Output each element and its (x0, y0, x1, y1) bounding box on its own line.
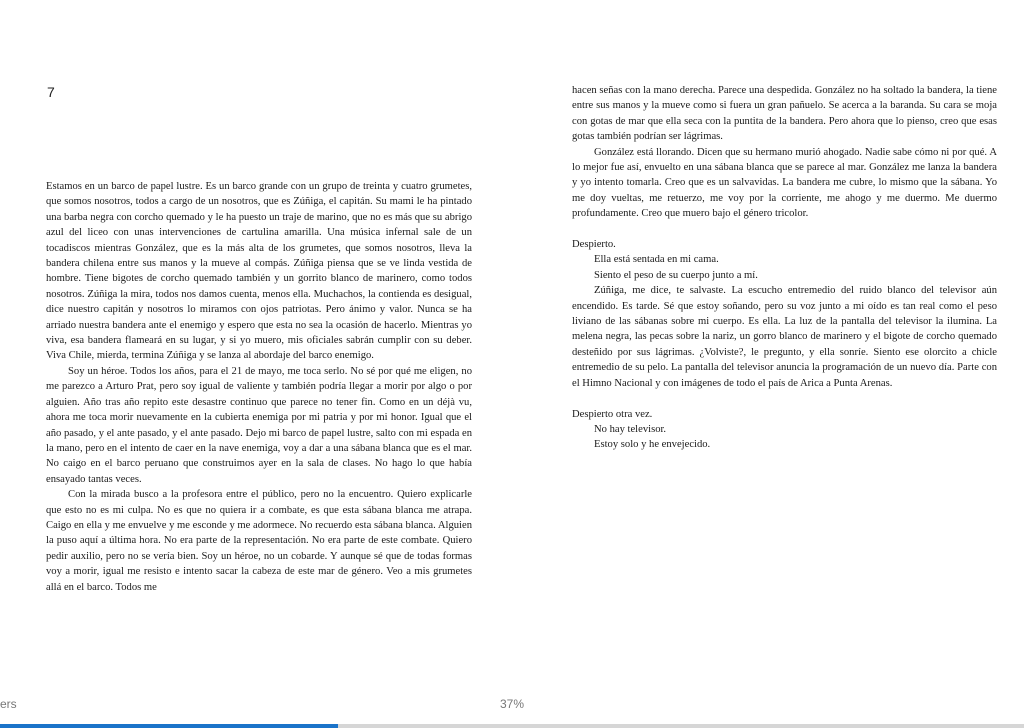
right-page-paragraph: hacen señas con la mano derecha. Parece una despedida. González no ha soltado la bandera, la tiene entre sus manos y la mueve como si fuera un gran pañuelo. Se acerca a la baranda. Su cara se moja con gotas de mar que ella seca con la puntita de la bandera. Pero ahora que lo pienso, creo que esas gotas también podrían ser lágrimas. (572, 85, 997, 143)
right-page-paragraph: Despierto. (572, 239, 616, 251)
right-page-paragraph: González está llorando. Dicen que su hermano murió ahogado. Nadie sabe cómo ni por qué. A lo mejor fue así, envuelto en una sábana blanca que se parece al mar. González me lanza la bandera y yo intento tomarla. Creo que es un salvavidas. La bandera me cubre, lo mismo que la sábana. Yo me doy vueltas, me retuerzo, me voy por la corriente, me ahogo y me duermo. Me duermo profundamente. Creo que muero bajo el género tricolor. (572, 146, 997, 220)
reading-progress-bar[interactable] (0, 724, 1024, 728)
footer-left-text: ers (0, 697, 17, 711)
left-page-paragraph: Con la mirada busco a la profesora entre el público, pero no la encuentro. Quiero explicarle que esto no es mi culpa. No es que no quiera ir a combate, es que esta sábana blanca me atrapa. Caigo en ella y me envuelve y me esconde y me adormece. No recuerdo esta sábana blanca. Alguien la puso aquí a última hora. No era parte de la representación. No era parte de este combate. Quiero pedir auxilio, pero no se vería bien. Soy un héroe, no un cobarde. Y aunque sé que de todas formas voy a morir, igual me resisto e intento sacar la cabeza de este mar de género. Veo a mis grumetes allá en el barco. Todos me (46, 489, 472, 593)
right-page-paragraph: Despierto otra vez. (572, 408, 653, 420)
reading-progress-fill (0, 724, 338, 728)
right-page-paragraph: No hay televisor. (594, 423, 667, 435)
left-page-body (46, 179, 472, 595)
left-page-paragraph: Estamos en un barco de papel lustre. Es un barco grande con un grupo de treinta y cuatro grumetes, que somos nosotros, todos a cargo de un nosotros, que es Zúñiga, el capitán. Su mami le ha pintado una barba negra con corcho quemado y le ha puesto un traje de marino, que no es más que su abrigo azul del liceo con unas intervenciones de cartulina amarilla. Una música infernal sale de un tocadiscos mientras González, que es la más alta de los grumetes, que somos nosotros, lleva la bandera chilena entre sus manos y la mueve al compás. Zúñiga piensa que se ve linda vestida de hombre. Tiene bigotes de corcho quemado también y un gorrito blanco de marinero, como todos nosotros. Zúñiga la mira, todos nos damos cuenta, menos ella. Muchachos, la contienda es desigual, dice nuestro capitán y nosotros lo miramos con ojos patriotas. Pero ánimo y valor. Nunca se ha arriado nuestra bandera ante el enemigo y espero que esta no sea la ocasión de hacerlo. Mientras yo viva, esa bandera flameará en su lugar, y si yo muero, mis oficiales sabrán cumplir con su deber. Viva Chile, mierda, termina Zúñiga y se lanza al abordaje del barco enemigo. (46, 181, 472, 362)
chapter-number: 7 (47, 84, 55, 100)
left-page-paragraph: Soy un héroe. Todos los años, para el 21 de mayo, me toca serlo. No sé por qué me eligen, no me parezco a Arturo Prat, pero soy igual de valiente y también podría llegar a morir por algo o por alguien. Año tras año repito este desastre continuo que parece no tener fin. Como en un déjà vu, ahora me toca morir nuevamente en la cubierta enemiga por mi patria y por mi honor. Igual que el año pasado, y el ante pasado, y el ante pasado. Dejo mi barco de papel lustre, salto con mi espada en la mano, pero en el intento de caer en la nave enemiga, voy a dar a una sábana blanca que es el mar. No caigo en el barco peruano que construimos ayer en la sala de clases. No hago lo que había ensayado tantas veces. (46, 365, 472, 485)
right-page-paragraph: Ella está sentada en mi cama. (594, 254, 719, 266)
right-page-paragraph: Estoy solo y he envejecido. (594, 439, 711, 451)
right-page-paragraph: Zúñiga, me dice, te salvaste. La escucho entremedio del ruido blanco del televisor aún encendido. Es tarde. Sé que estoy soñando, pero su voz junto a mi oído es tan real como el peso liviano de las sábanas sobre mi cuerpo. Es ella. La luz de la pantalla del televisor la ilumina. La melena negra, las pecas sobre la nariz, un gorro blanco de marinero y el bigote de corcho quemado desteñido por sus lágrimas. ¿Volviste?, le pregunto, y ella sonríe. Siento ese olorcito a chicle entremedio de su pelo. La pantalla del televisor anuncia la programación de un nuevo día. Parte con el Himno Nacional y con imágenes de todo el país de Arica a Punta Arenas. (572, 285, 997, 389)
right-page (572, 83, 997, 453)
right-page-paragraph: Siento el peso de su cuerpo junto a mí. (594, 269, 758, 281)
reading-progress-percent: 37% (499, 697, 525, 711)
